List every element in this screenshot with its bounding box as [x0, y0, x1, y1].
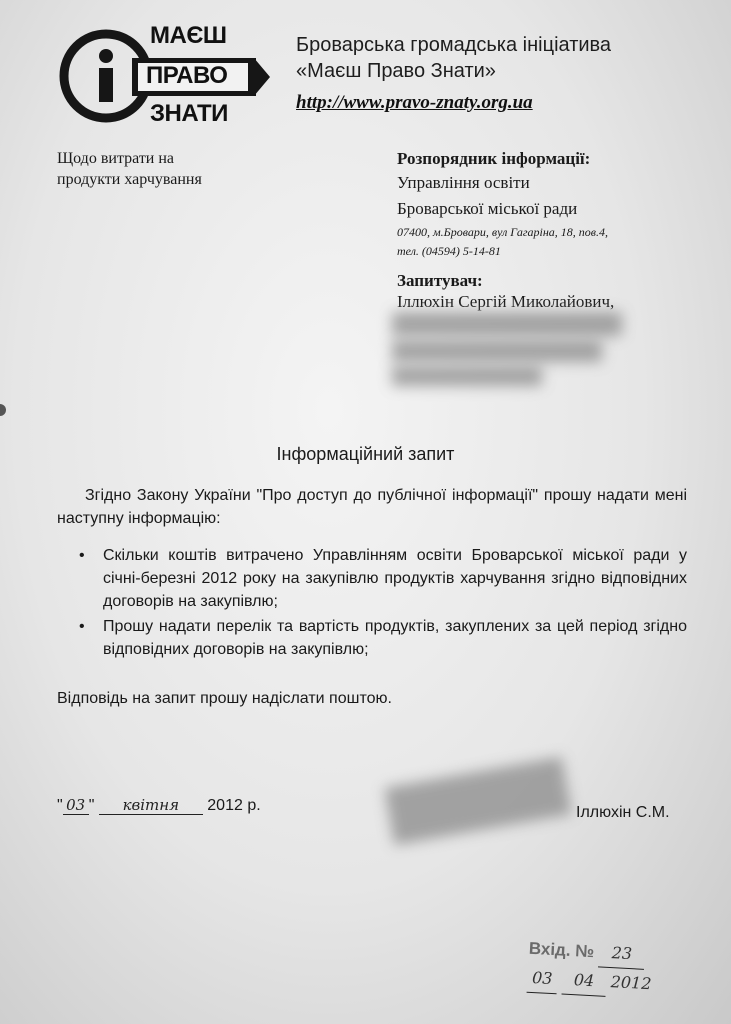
logo-word-2: ПРАВО	[146, 62, 228, 89]
redacted-address-line1	[392, 312, 622, 336]
bullet-icon: •	[79, 618, 85, 635]
subject-line2: продукти харчування	[57, 171, 202, 188]
organization-name-line2: «Маєш Право Знати»	[296, 60, 496, 82]
subject-line1: Щодо витрати на	[57, 150, 175, 167]
intro-paragraph: Згідно Закону України "Про доступ до публічної інформації" прошу надати мені наступну інформацію:	[57, 487, 687, 527]
logo-word-1: МАЄШ	[150, 22, 227, 49]
stamp-date-line	[527, 964, 653, 999]
organization-name-line1: Броварська громадська ініціатива	[296, 34, 612, 56]
list-item-text: Скільки коштів витрачено Управлінням освіти Броварської міської ради у січні-березні 2012 року на закупівлю продуктів харчування згідно відповідних договорів на закупівлю;	[103, 547, 687, 610]
quote-close: "	[88, 797, 95, 814]
list-item	[79, 615, 687, 661]
organization-name	[296, 32, 611, 84]
request-body	[57, 484, 687, 663]
requester-block	[397, 270, 727, 312]
incoming-stamp	[527, 935, 654, 999]
redacted-address-line3	[392, 366, 542, 386]
recipient-block	[397, 148, 717, 260]
document-title: Інформаційний запит	[276, 444, 455, 464]
stamp-label: Вхід. №	[528, 938, 595, 962]
stamp-number: 23	[598, 938, 645, 969]
signer-name: Іллюхін С.М.	[576, 804, 670, 821]
date-year: 2012 р.	[207, 797, 261, 814]
stamp-year: 2012	[610, 972, 652, 994]
bullet-icon: •	[79, 547, 85, 564]
redacted-address-line2	[392, 340, 602, 362]
requester-label: Запитувач:	[397, 271, 483, 290]
date-month: квітня	[99, 796, 203, 815]
date-line	[57, 796, 261, 815]
stamp-month: 04	[561, 966, 606, 997]
organization-url[interactable]: http://www.pravo-znaty.org.ua	[296, 92, 533, 113]
recipient-line2: Броварської міської ради	[397, 199, 578, 218]
list-item	[79, 544, 687, 613]
subject	[57, 148, 267, 190]
recipient-phone: тел. (04594) 5-14-81	[397, 244, 501, 258]
punch-hole-mark	[0, 404, 6, 416]
logo-word-3: ЗНАТИ	[150, 100, 228, 127]
date-day: 03	[63, 796, 89, 815]
quote-open: "	[57, 797, 63, 814]
redacted-signature	[384, 757, 571, 845]
requester-name: Іллюхін Сергій Миколайович,	[397, 292, 615, 311]
logo	[58, 20, 273, 132]
reply-instruction: Відповідь на запит прошу надіслати поштою.	[57, 690, 392, 707]
stamp-day: 03	[527, 964, 558, 995]
recipient-address: 07400, м.Бровари, вул Гагаріна, 18, пов.4,	[397, 225, 609, 239]
recipient-line1: Управління освіти	[397, 173, 530, 192]
request-items	[57, 544, 687, 661]
recipient-label: Розпорядник інформації:	[397, 149, 591, 168]
list-item-text: Прошу надати перелік та вартість продуктів, закуплених за цей період згідно відповідних договорів на закупівлю;	[103, 618, 687, 658]
